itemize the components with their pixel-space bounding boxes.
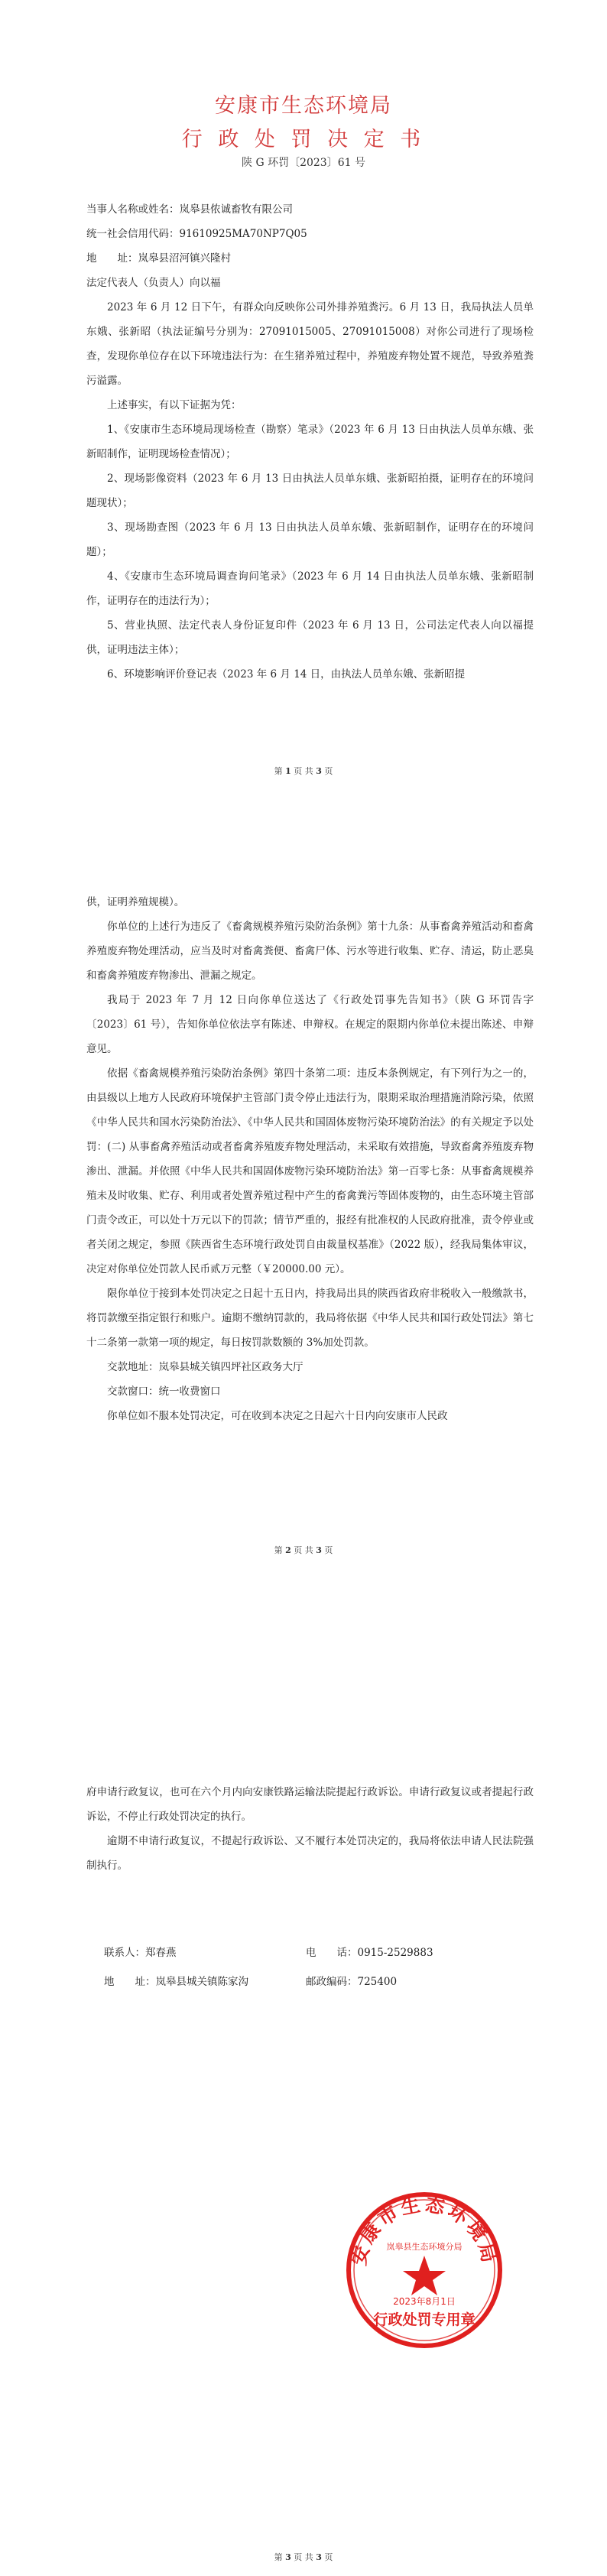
payment-deadline-paragraph: 限你单位于接到本处罚决定之日起十五日内，持我局出具的陕西省政府非税收入一般缴款书，将罚款缴至指定银行和账户。逾期不缴纳罚款的，我局将依据《中华人民共和国行政处罚法》第七十二条第一款第一项的规定，每日按罚款数额的 3%加处罚款。 xyxy=(86,1288,534,1349)
seal-date: 2023年8月1日 xyxy=(393,2296,456,2307)
contact-zip: 邮政编码：725400 xyxy=(306,1976,398,1988)
contact-zip-value: 725400 xyxy=(357,1976,398,1988)
contact-address-value: 岚皋县城关镇陈家沟 xyxy=(155,1976,248,1988)
seal-outer-text: 安康市生态环境局 xyxy=(347,2193,502,2268)
appeal-continuation: 府申请行政复议，也可在六个月内向安康铁路运输法院提起行政诉讼。申请行政复议或者提起行政诉讼，不停止行政处罚决定的执行。 xyxy=(86,1786,534,1823)
contact-phone: 电 话：0915-2529883 xyxy=(306,1947,433,1959)
page-footer: 第 2 页 共 3 页 xyxy=(274,1545,333,1555)
payment-address: 交款地址：岚皋县城关镇四坪社区政务大厅 xyxy=(107,1361,304,1373)
page-footer: 第 3 页 共 3 页 xyxy=(274,2552,333,2562)
evidence-item: 1、《安康市生态环境局现场检查（勘察）笔录》（2023 年 6 月 13 日由执法人员单东娥、张新昭制作，证明现场检查情况）； xyxy=(86,424,534,460)
contact-person: 联系人：郑春燕 xyxy=(104,1947,177,1959)
credit-code: 统一社会信用代码：91610925MA70NP7Q05 xyxy=(86,228,307,240)
evidence-item: 5、营业执照、法定代表人身份证复印件（2023 年 6 月 13 日，公司法定代表人向以福提供，证明违法主体）； xyxy=(86,619,534,656)
page-1 xyxy=(0,0,607,859)
notice-paragraph: 我局于 2023 年 7 月 12 日向你单位送达了《行政处罚事先告知书》（陕 G 环罚告字〔2023〕61 号），告知你单位依法享有陈述、申辩权。在规定的限期内你单位未提出陈述、申辩意见。 xyxy=(86,994,534,1055)
address-label: 地 址： xyxy=(86,252,138,265)
contact-phone-value: 0915-2529883 xyxy=(357,1947,433,1959)
seal-star-icon xyxy=(403,2256,446,2295)
legal-representative: 法定代表人（负责人）向以福 xyxy=(86,277,221,289)
seal-bottom-text: 行政处罚专用章 xyxy=(373,2311,476,2328)
evidence-intro: 上述事实，有以下证据为凭： xyxy=(107,399,242,411)
page-2 xyxy=(0,859,607,1717)
violation-paragraph: 你单位的上述行为违反了《畜禽规模养殖污染防治条例》第十九条：从事畜禽养殖活动和畜禽养殖废弃物处理活动，应当及时对畜禽粪便、畜禽尸体、污水等进行收集、贮存、清运，防止恶臭和畜禽养殖废弃物渗出、泄漏之规定。 xyxy=(86,921,534,982)
party-info xyxy=(86,197,534,295)
evidence-continuation: 供，证明养殖规模）。 xyxy=(86,896,185,908)
evidence-item: 4、《安康市生态环境局调查询问笔录》（2023 年 6 月 14 日由执法人员单东娥、张新昭制作，证明存在的违法行为）； xyxy=(86,570,534,607)
contact-person-value: 郑春燕 xyxy=(145,1947,177,1959)
decision-section xyxy=(86,890,534,1428)
address-value: 岚皋县沼河镇兴隆村 xyxy=(138,252,231,265)
contact-address: 地 址：岚皋县城关镇陈家沟 xyxy=(104,1976,248,1988)
payment-window: 交款窗口：统一收费窗口 xyxy=(107,1385,221,1398)
page-3 xyxy=(0,1717,607,2576)
evidence-item: 6、环境影响评价登记表（2023 年 6 月 14 日，由执法人员单东娥、张新昭提 xyxy=(107,668,466,681)
official-seal-stamp xyxy=(346,2191,503,2349)
evidence-item: 2、现场影像资料（2023 年 6 月 13 日由执法人员单东娥、张新昭拍摄，证明存在的环境问题现状）； xyxy=(86,473,534,509)
enforcement-paragraph: 逾期不申请行政复议，不提起行政诉讼、又不履行本处罚决定的，我局将依法申请人民法院强制执行。 xyxy=(86,1835,534,1872)
document-number: 陕 G 环罚〔2023〕61 号 xyxy=(242,157,365,169)
enforcement-section xyxy=(86,1780,534,1878)
appeal-paragraph: 你单位如不服本处罚决定，可在收到本决定之日起六十日内向安康市人民政 xyxy=(107,1410,448,1422)
document-type-title: 行 政 处 罚 决 定 书 xyxy=(181,128,426,151)
evidence-item: 3、现场勘查图（2023 年 6 月 13 日由执法人员单东娥、张新昭制作，证明存在的环境问题）； xyxy=(86,521,534,558)
agency-title: 安康市生态环境局 xyxy=(215,94,392,118)
facts-section xyxy=(86,295,534,687)
seal-inner-top-text: 岚皋县生态环境分局 xyxy=(386,2242,463,2252)
party-name: 当事人名称或姓名：岚皋县侬诚畜牧有限公司 xyxy=(86,203,293,216)
page-footer: 第 1 页 共 3 页 xyxy=(274,766,333,776)
legal-basis-paragraph: 依据《畜禽规模养殖污染防治条例》第四十条第二项：违反本条例规定，有下列行为之一的，由县级以上地方人民政府环境保护主管部门责令停止违法行为，限期采取治理措施消除污染，依照《中华人民共和国水污染防治法》、《中华人民共和国固体废物污染环境防治法》的有关规定予以处罚：(二) 从事畜禽养殖活动或者畜禽养殖废弃物处理活动，未采取有效措施，导致畜禽养殖废弃物渗出、泄漏。并依照《中华人民共和国固体废物污染环境防治法》第一百零七条：从事畜禽规模养殖未及时收集、贮存、利用或者处置养殖过程中产生的畜禽粪污等固体废物的，由生态环境主管部门责令改正，可以处十万元以下的罚款；情节严重的，报经有批准权的人民政府批准，责令停业或者关闭之规定，参照《陕西省生态环境行政处罚自由裁量权基准》（2022 版），经我局集体审议，决定对你单位处罚款人民币贰万元整（￥20000.00 元）。 xyxy=(86,1067,534,1275)
party-address xyxy=(86,246,534,271)
facts-paragraph: 2023 年 6 月 12 日下午，有群众向反映你公司外排养殖粪污。6 月 13 日，我局执法人员单东娥、张新昭（执法证编号分别为：27091015005、27091015008）对你公司进行了现场检查，发现你单位存在以下环境违法行为：在生猪养殖过程中，养殖废弃物处置不规范，导致养殖粪污溢露。 xyxy=(86,301,534,387)
